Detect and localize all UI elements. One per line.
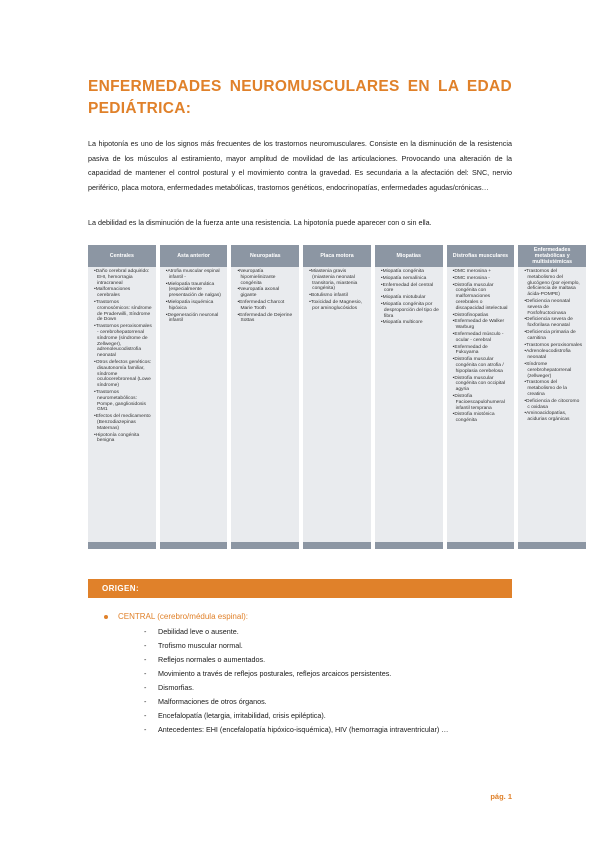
column-header: Placa motora: [303, 245, 371, 267]
column-header: Centrales: [88, 245, 156, 267]
table-column: [88, 245, 156, 549]
dash-marker: -: [144, 655, 147, 664]
list-item-text: Encefalopatía (letargia, irritabilidad, crisis epiléptica).: [158, 711, 326, 720]
list-item: • Miopatía nemalínica: [381, 276, 440, 282]
table-column: [447, 245, 515, 549]
column-list: [521, 269, 583, 423]
list-item: • Efectos del medicamento (Benzodiazepinas Maternas): [94, 414, 153, 431]
column-footer: [303, 542, 371, 549]
dash-marker: -: [144, 627, 147, 636]
list-item: • Miopatía congénita por desproporción del tipo de fibra: [381, 302, 440, 319]
list-item-text: Dismorfias.: [158, 683, 194, 692]
list-item: • Atrofia muscular espinal infantil -: [166, 269, 225, 281]
column-header: Miopatías: [375, 245, 443, 267]
list-item: • Toxicidad de Magnesio, por aminoglucósidos: [309, 300, 368, 312]
list-item: • Botulismo infantil: [309, 293, 368, 299]
list-item-text: Reflejos normales o aumentados.: [158, 655, 266, 664]
dash-marker: -: [144, 669, 147, 678]
list-item: • Deficiencia neonatal severa de Fosfofructocinasa: [524, 299, 583, 316]
column-body: [447, 267, 515, 542]
column-list: [378, 269, 440, 326]
list-item: [144, 639, 512, 653]
column-footer: [160, 542, 228, 549]
list-item: • Trastornos neurometabólicos: Pompe, gangliosidosis GM1: [94, 390, 153, 413]
page-number: pág. 1: [490, 792, 512, 801]
column-footer: [88, 542, 156, 549]
column-body: [231, 267, 299, 542]
central-features-list: [144, 625, 512, 737]
list-item: • Síndrome cerebrohepatorrenal (zellweger): [524, 362, 583, 379]
column-header: Asta anterior: [160, 245, 228, 267]
list-item: • Enfermedad de Dejerine Sottas: [237, 313, 296, 325]
table-column: [160, 245, 228, 549]
list-item: • Hipotonía congénita benigna: [94, 433, 153, 445]
dash-marker: -: [144, 711, 147, 720]
list-item: • Miastenia gravis (miastenia neonatal transitoria, miastenia congénita): [309, 269, 368, 292]
list-item: • Distrofia muscular congénita con malformaciones cerebrales o discapacidad intelectual: [453, 283, 512, 312]
list-item: • Enfermedad del central core: [381, 283, 440, 295]
dash-marker: -: [144, 725, 147, 734]
column-body: [88, 267, 156, 542]
origin-section-header: [88, 579, 512, 598]
list-item: [144, 625, 512, 639]
central-label: CENTRAL (cerebro/médula espinal):: [118, 612, 248, 621]
column-list: [91, 269, 153, 444]
list-item: • Neuropatía axonal gigante: [237, 287, 296, 299]
list-item: • Trastornos del metabolismo del glucógeno (por ejemplo, deficiencia de maltasa ácida-POMPE): [524, 269, 583, 298]
column-body: [160, 267, 228, 542]
list-item: • Enfermedad de Fukuyama: [453, 345, 512, 357]
list-item: • Distrofia muscular congénita con atrofia / hipoplasia cerebelosa: [453, 357, 512, 374]
page-title: ENFERMEDADES NEUROMUSCULARES EN LA EDAD PEDIÁTRICA:: [88, 78, 512, 117]
list-item: • Distrofia Facioescapulohumeral infantil temprana: [453, 394, 512, 411]
list-item: • Mielopatía traumática (especialmente presentación de nalgas): [166, 282, 225, 299]
list-item: • Enfermedad Charcot Marie Tooth: [237, 300, 296, 312]
column-body: [518, 267, 586, 542]
list-item: • Miopatía multicore: [381, 320, 440, 326]
list-item-text: Movimiento a través de reflejos posturales, reflejos arcaicos persistentes.: [158, 669, 392, 678]
column-list: [450, 269, 512, 424]
list-item: [144, 695, 512, 709]
list-item-text: Antecedentes: EHI (encefalopatía hipóxico-isquémica), HIV (hemorragia intraventricular) …: [158, 725, 449, 734]
column-list: [234, 269, 296, 324]
column-header: Distrofias musculares: [447, 245, 515, 267]
dash-marker: -: [144, 697, 147, 706]
intro-paragraph: La hipotonía es uno de los signos más frecuentes de los trastornos neuromusculares. Consiste en la disminución de la resistencia pasiva de los músculos al estiramiento, mayor amplitud de movilidad de las articulaciones. Provocando una alteración de la capacidad de mantener el control postural y el movimiento contra la gravedad. Es secundaria a la afectación del: SNC, nervio periférico, placa motora, enfermedades metabólicas, trastornos genéticos, endocrinopatías, enfermedades agudas/crónicas…: [88, 139, 512, 192]
origin-label: ORIGEN:: [102, 584, 140, 593]
list-item: [144, 667, 512, 681]
dash-marker: -: [144, 641, 147, 650]
list-item: • Trastornos peroxisomales - cerebrohepatorrenal síndrome (síndrome de Zellweger), adrenoleucodistrofia neonatal: [94, 324, 153, 359]
list-item: • Deficiencia severa de foxforilasa neonatal: [524, 317, 583, 329]
column-body: [303, 267, 371, 542]
list-item: • DMC merosina -: [453, 276, 512, 282]
list-item: • Enfermedad músculo - ocular - cerebral: [453, 332, 512, 344]
list-item: • Miopatía miotubular: [381, 295, 440, 301]
list-item-text: Debilidad leve o ausente.: [158, 627, 239, 636]
list-item: • Miopatía congénita: [381, 269, 440, 275]
column-footer: [518, 542, 586, 549]
list-item: • Trastornos cromosómicos: síndrome de Praderwilli, Síndrome de Down: [94, 300, 153, 323]
weakness-paragraph: La debilidad es la disminución de la fuerza ante una resistencia. La hipotonía puede aparecer con o sin ella.: [88, 218, 432, 227]
list-item: • Distrofinopatías: [453, 313, 512, 319]
column-header: Neuropatías: [231, 245, 299, 267]
list-item-text: Trofismo muscular normal.: [158, 641, 243, 650]
column-header: Enfermedades metabólicas y multisistémicas: [518, 245, 586, 267]
list-item: • Adrenoleucodistrofia neonatal: [524, 349, 583, 361]
list-item: • Otros defectos genéticos: disautonomía familiar, síndrome oculocerebrorenal (Lowe síndrome): [94, 360, 153, 389]
table-column: [231, 245, 299, 549]
list-item: • Mielopatía isquémica hipóxica: [166, 300, 225, 312]
list-item: • Daño cerebral adquirido: EHI, hemorragia intracraneal: [94, 269, 153, 286]
list-item: • Aminoacidopatías, acidurias orgánicas: [524, 411, 583, 423]
column-body: [375, 267, 443, 542]
list-item: • Degeneración neuronal infantil: [166, 313, 225, 325]
column-list: [306, 269, 368, 312]
table-column: [303, 245, 371, 549]
list-item: [144, 681, 512, 695]
list-item: • Trastornos peroxisomales: [524, 343, 583, 349]
list-item: [144, 653, 512, 667]
list-item: • Distrofia muscular congénita con occipital agyria: [453, 376, 512, 393]
bullet-dot-icon: [104, 615, 108, 619]
list-item: [144, 709, 512, 723]
list-item: • Neuropatía hipomielinizante congénita: [237, 269, 296, 286]
classification-table: [88, 245, 586, 549]
dash-marker: -: [144, 683, 147, 692]
list-item: • Distrofia miotónica congénita: [453, 412, 512, 424]
list-item: • Malformaciones cerebrales: [94, 287, 153, 299]
column-footer: [447, 542, 515, 549]
column-list: [163, 269, 225, 324]
list-item: • Deficiencia primaria de carnitina: [524, 330, 583, 342]
list-item: • DMC merosina +: [453, 269, 512, 275]
list-item-text: Malformaciones de otros órganos.: [158, 697, 267, 706]
list-item: • Deficiencia de citocromo c oxidasa: [524, 399, 583, 411]
list-item: [144, 723, 512, 737]
list-item: • Trastornos del metabolismo de la creatina: [524, 380, 583, 397]
table-column: [375, 245, 443, 549]
table-column: [518, 245, 586, 549]
column-footer: [375, 542, 443, 549]
central-bullet: [104, 612, 248, 621]
column-footer: [231, 542, 299, 549]
list-item: • Enfermedad de Walker Warburg: [453, 319, 512, 331]
